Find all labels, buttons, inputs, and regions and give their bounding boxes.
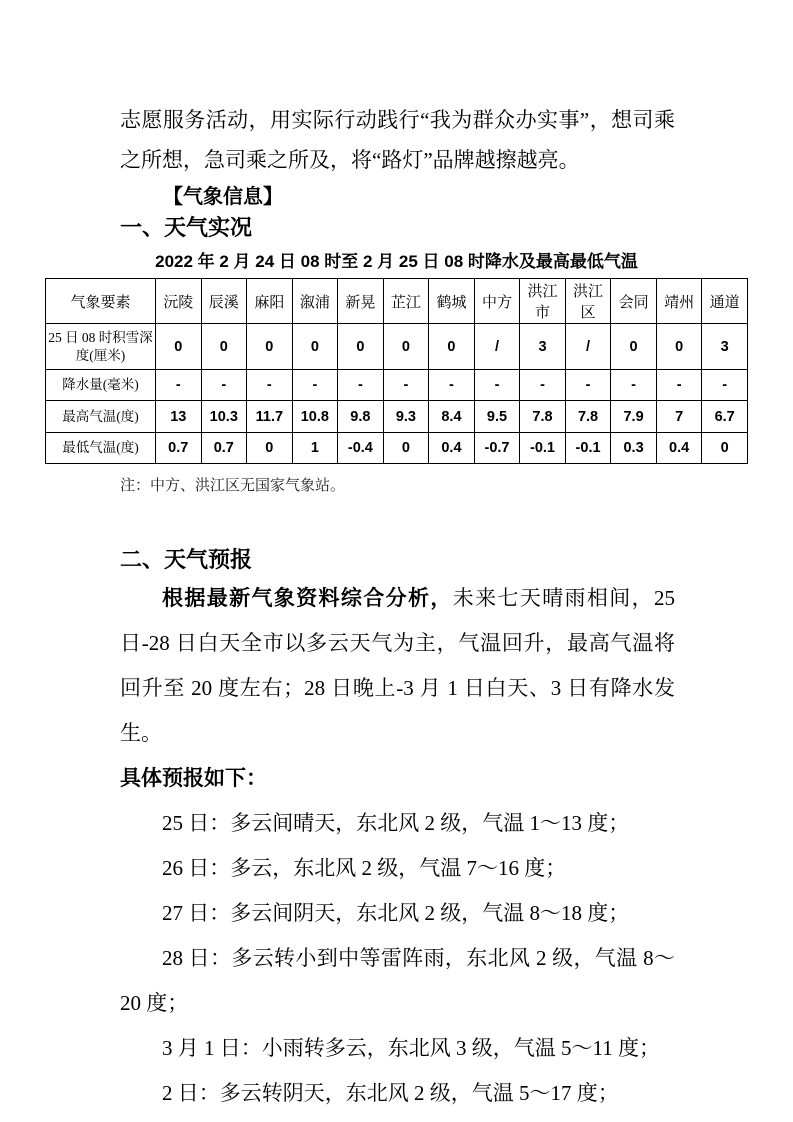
column-header: 溆浦 <box>292 279 338 324</box>
forecast-item: 28 日：多云转小到中等雷阵雨，东北风 2 级，气温 8～20 度； <box>120 946 675 1015</box>
column-header: 鹤城 <box>429 279 475 324</box>
column-header: 中方 <box>474 279 520 324</box>
section-heading-weather-actual: 一、天气实况 <box>120 215 253 240</box>
table-cell: - <box>292 370 338 401</box>
section-heading-weather-info: 【气象信息】 <box>163 186 283 208</box>
table-cell: 0 <box>611 324 657 370</box>
column-header: 气象要素 <box>46 279 156 324</box>
table-cell: 0.3 <box>611 433 657 464</box>
table-cell: 3 <box>520 324 566 370</box>
table-cell: 0 <box>702 433 748 464</box>
table-cell: - <box>565 370 611 401</box>
forecast-item: 25 日：多云间晴天，东北风 2 级，气温 1～13 度； <box>162 811 630 835</box>
column-header: 洪江市 <box>520 279 566 324</box>
forecast-item: 26 日：多云，东北风 2 级，气温 7～16 度； <box>162 856 567 880</box>
row-label: 降水量(毫米) <box>46 370 156 401</box>
table-cell: - <box>156 370 202 401</box>
table-header-row <box>46 279 748 324</box>
weather-table-body <box>46 324 748 464</box>
table-cell: 8.4 <box>429 401 475 433</box>
table-cell: - <box>702 370 748 401</box>
row-label: 最低气温(度) <box>46 433 156 464</box>
table-cell: 0 <box>656 324 702 370</box>
table-cell: 0.7 <box>201 433 247 464</box>
column-header: 芷江 <box>383 279 429 324</box>
table-cell: 10.3 <box>201 401 247 433</box>
table-cell: - <box>520 370 566 401</box>
table-cell: -0.1 <box>520 433 566 464</box>
forecast-list <box>0 801 793 1116</box>
weather-table <box>45 278 748 464</box>
forecast-analysis-lead: 根据最新气象资料综合分析， <box>162 587 453 610</box>
table-row <box>46 370 748 401</box>
table-cell: 7.8 <box>565 401 611 433</box>
table-row <box>46 433 748 464</box>
table-cell: 7 <box>656 401 702 433</box>
forecast-item: 27 日：多云间阴天，东北风 2 级，气温 8～18 度； <box>162 901 630 925</box>
table-cell: 10.8 <box>292 401 338 433</box>
table-cell: 0 <box>292 324 338 370</box>
column-header: 麻阳 <box>247 279 293 324</box>
table-note: 注：中方、洪江区无国家气象站。 <box>120 478 346 494</box>
table-cell: 0 <box>338 324 384 370</box>
table-cell: -0.1 <box>565 433 611 464</box>
table-cell: 7.8 <box>520 401 566 433</box>
table-cell: 0.4 <box>429 433 475 464</box>
weather-table-title: 2022 年 2 月 24 日 08 时至 2 月 25 日 08 时降水及最高最低气温 <box>155 252 638 271</box>
table-cell: 3 <box>702 324 748 370</box>
column-header: 会同 <box>611 279 657 324</box>
table-cell: -0.7 <box>474 433 520 464</box>
forecast-analysis-rest: 未来七天晴雨相间，25 日-28 日白天全市以多云天气为主，气温回升，最高气温将回升至 20 度左右；28 日晚上-3 月 1 日白天、3 日有降水发生。 <box>120 586 676 745</box>
section-heading-forecast: 二、天气预报 <box>120 547 253 572</box>
column-header: 靖州 <box>656 279 702 324</box>
table-cell: - <box>338 370 384 401</box>
column-header: 辰溪 <box>201 279 247 324</box>
forecast-item: 2 日：多云转阴天，东北风 2 级，气温 5～17 度； <box>162 1081 619 1105</box>
table-cell: 13 <box>156 401 202 433</box>
table-cell: 11.7 <box>247 401 293 433</box>
table-cell: 0 <box>247 433 293 464</box>
column-header: 通道 <box>702 279 748 324</box>
forecast-detail-heading: 具体预报如下： <box>120 767 267 790</box>
table-cell: 0 <box>156 324 202 370</box>
table-cell: 7.9 <box>611 401 657 433</box>
table-cell: 0.4 <box>656 433 702 464</box>
table-cell: - <box>474 370 520 401</box>
table-cell: - <box>201 370 247 401</box>
table-cell: 9.5 <box>474 401 520 433</box>
table-cell: 0 <box>429 324 475 370</box>
table-cell: 0 <box>383 433 429 464</box>
table-cell: 0.7 <box>156 433 202 464</box>
table-row <box>46 324 748 370</box>
table-cell: 0 <box>201 324 247 370</box>
table-cell: 1 <box>292 433 338 464</box>
column-header: 新晃 <box>338 279 384 324</box>
table-cell: / <box>474 324 520 370</box>
row-label: 25 日 08 时积雪深度(厘米) <box>46 324 156 370</box>
row-label: 最高气温(度) <box>46 401 156 433</box>
column-header: 洪江区 <box>565 279 611 324</box>
table-cell: 9.8 <box>338 401 384 433</box>
table-cell: - <box>656 370 702 401</box>
table-cell: - <box>247 370 293 401</box>
table-cell: -0.4 <box>338 433 384 464</box>
table-cell: 0 <box>247 324 293 370</box>
forecast-analysis-paragraph <box>120 576 675 756</box>
table-cell: - <box>383 370 429 401</box>
column-header: 沅陵 <box>156 279 202 324</box>
table-cell: 0 <box>383 324 429 370</box>
intro-paragraph: 志愿服务活动，用实际行动践行“我为群众办实事”，想司乘之所想，急司乘之所及，将“路灯”品牌越擦越亮。 <box>120 108 675 172</box>
table-cell: - <box>611 370 657 401</box>
table-row <box>46 401 748 433</box>
table-cell: 9.3 <box>383 401 429 433</box>
table-cell: 6.7 <box>702 401 748 433</box>
weather-table-head <box>46 279 748 324</box>
table-cell: - <box>429 370 475 401</box>
table-cell: / <box>565 324 611 370</box>
forecast-item: 3 月 1 日：小雨转多云，东北风 3 级，气温 5～11 度； <box>162 1036 660 1060</box>
